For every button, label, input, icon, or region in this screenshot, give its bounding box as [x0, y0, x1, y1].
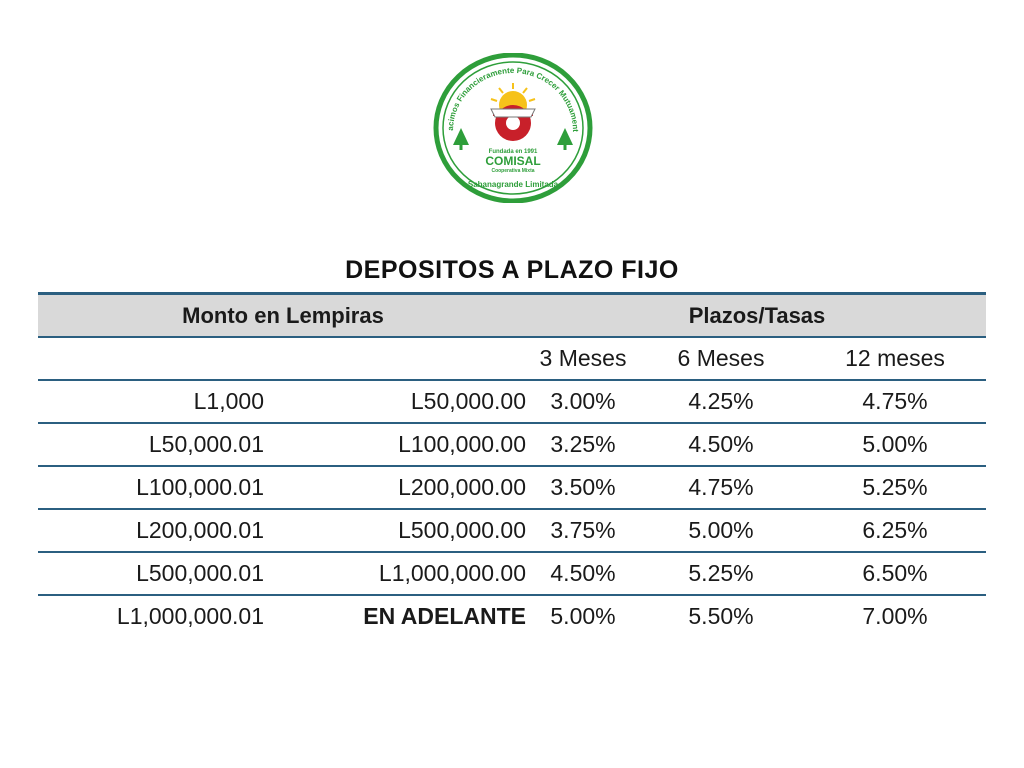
rate-3-months: 4.50%	[528, 552, 638, 595]
rate-6-months: 5.00%	[638, 509, 804, 552]
term-header-3: 3 Meses	[528, 337, 638, 380]
amount-from: L1,000,000.01	[116, 603, 264, 629]
amount-to: EN ADELANTE	[363, 603, 526, 629]
rate-6-months: 4.75%	[638, 466, 804, 509]
rate-3-months: 3.75%	[528, 509, 638, 552]
rate-6-months: 4.50%	[638, 423, 804, 466]
table-row	[38, 466, 986, 509]
logo-place-text: Sabanagrande Limitada	[467, 180, 559, 189]
amount-to: L500,000.00	[282, 509, 528, 552]
term-header-6: 6 Meses	[638, 337, 804, 380]
rate-3-months: 3.50%	[528, 466, 638, 509]
amount-from: L1,000	[38, 380, 282, 423]
table-row	[38, 509, 986, 552]
cooperative-logo	[433, 53, 593, 203]
table-row	[38, 380, 986, 423]
rate-3-months: 3.25%	[528, 423, 638, 466]
rate-12-months: 7.00%	[862, 603, 928, 629]
table-row	[38, 595, 986, 637]
table-row	[38, 423, 986, 466]
handshake-icon	[491, 109, 535, 117]
rate-3-months: 5.00%	[550, 603, 616, 629]
amount-to: L200,000.00	[282, 466, 528, 509]
empty-header-cell	[38, 337, 282, 380]
amount-from: L200,000.01	[38, 509, 282, 552]
terms-header: Plazos/Tasas	[528, 294, 986, 338]
rate-12-months: 5.00%	[804, 423, 986, 466]
empty-header-cell	[282, 337, 528, 380]
rate-12-months: 4.75%	[804, 380, 986, 423]
rate-6-months: 5.25%	[638, 552, 804, 595]
rate-12-months: 5.25%	[804, 466, 986, 509]
amount-to: L100,000.00	[282, 423, 528, 466]
rates-table	[38, 292, 986, 637]
table-row	[38, 552, 986, 595]
amount-header: Monto en Lempiras	[38, 294, 528, 338]
page-title: DEPOSITOS A PLAZO FIJO	[345, 256, 679, 284]
amount-from: L50,000.01	[38, 423, 282, 466]
amount-to: L1,000,000.00	[282, 552, 528, 595]
term-header-row	[38, 337, 986, 380]
amount-to: L50,000.00	[282, 380, 528, 423]
logo-arc-text: acimos Financieramente Para Crecer Mutuament	[445, 65, 581, 133]
logo-founded-text: Fundada en 1991	[488, 149, 538, 155]
logo-seal-icon	[433, 53, 593, 203]
amount-from: L500,000.01	[38, 552, 282, 595]
amount-from: L100,000.01	[38, 466, 282, 509]
term-header-12: 12 meses	[804, 337, 986, 380]
rate-6-months: 5.50%	[688, 603, 754, 629]
rate-6-months: 4.25%	[638, 380, 804, 423]
group-header-row	[38, 294, 986, 338]
logo-type-text: Cooperativa Mixta	[491, 168, 535, 174]
rate-12-months: 6.50%	[804, 552, 986, 595]
rate-12-months: 6.25%	[804, 509, 986, 552]
logo-name-text: COMISAL	[485, 154, 541, 168]
rate-3-months: 3.00%	[528, 380, 638, 423]
